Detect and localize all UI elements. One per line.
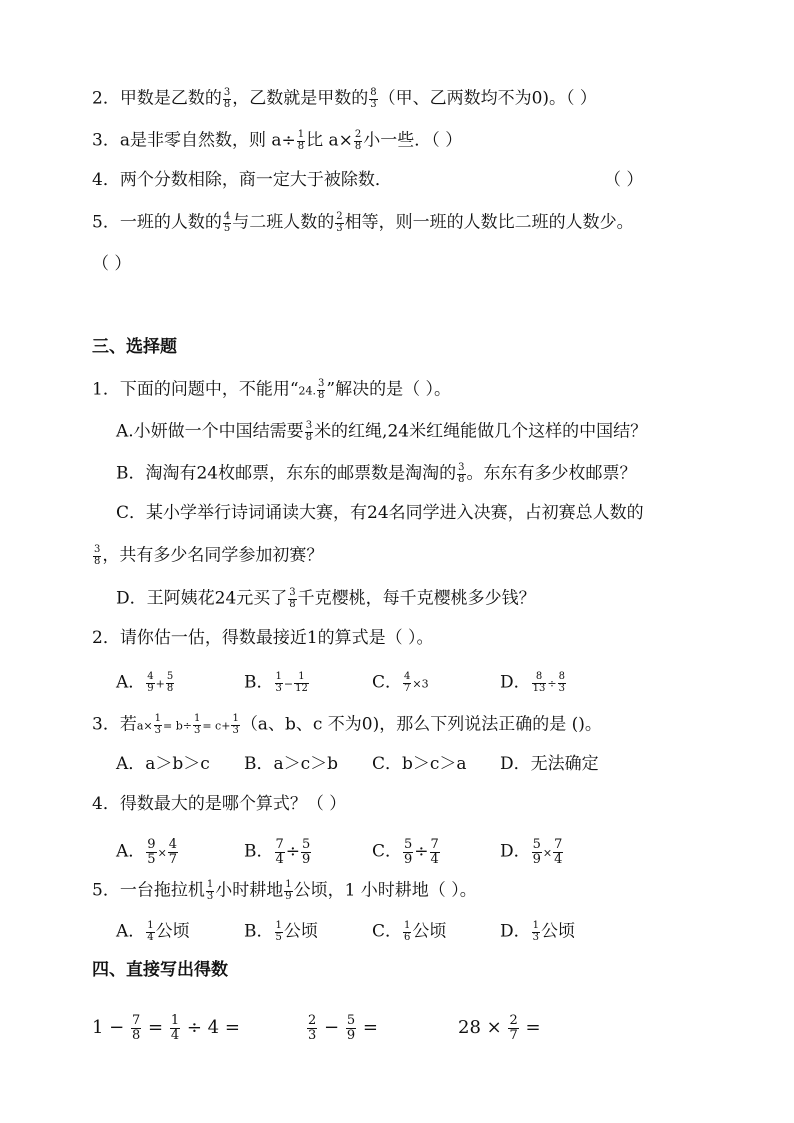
choice-q5-option-d[interactable]: D． $\frac{1}{3}$ 公顷 <box>500 920 576 943</box>
fraction: $\frac{2}{3}$ <box>336 211 343 234</box>
choice-q2-option-b[interactable]: B． $\frac{1}{3}$ − $\frac{1}{12}$ <box>244 671 308 694</box>
choice-q1-stem: 1．下面的问题中，不能用“24. $\frac{3}{8}$ ”解决的是（ ）。 <box>92 378 451 401</box>
choice-q1-option-c-cont: $\frac{3}{8}$ ，共有多少名同学参加初赛？ <box>94 544 324 567</box>
judge-q2: 2．甲数是乙数的 $\frac{3}{8}$ ，乙数就是甲数的 $\frac{8}{3}$ （甲、乙两数均不为0)。（ ） <box>92 87 597 110</box>
section-heading-direct-answers: 四、直接写出得数 <box>92 960 228 980</box>
fraction: $\frac{4}{5}$ <box>223 211 231 234</box>
fraction: $\frac{8}{3}$ <box>370 87 377 110</box>
choice-q2-stem: 2．请你估一估，得数最接近1的算式是（ ）。 <box>92 628 434 648</box>
judge-q5: 5．一班的人数的 $\frac{4}{5}$ 与二班人数的 $\frac{2}{3}$ 相等，则一班的人数比二班的人数少。 <box>92 211 634 234</box>
calc-expression-2: $\frac{2}{3}$ − $\frac{5}{9}$ = <box>308 1013 378 1043</box>
choice-q3-option-d[interactable]: D．无法确定 <box>500 754 599 774</box>
fraction: $\frac{1}{8}$ <box>297 129 305 152</box>
choice-q2-option-d[interactable]: D． $\frac{8}{13}$ ÷ $\frac{8}{3}$ <box>500 671 565 694</box>
choice-q4-stem: 4．得数最大的是哪个算式？（ ） <box>92 794 347 814</box>
section-heading-choice: 三、选择题 <box>92 337 177 357</box>
judge-q3: 3．a是非零自然数，则 a÷ $\frac{1}{8}$ 比 a× $\frac{2}{8}$ 小一些．（ ） <box>92 129 463 152</box>
choice-q4-option-b[interactable]: B． $\frac{7}{4}$ ÷ $\frac{5}{9}$ <box>244 837 311 867</box>
choice-q5-option-b[interactable]: B． $\frac{1}{5}$ 公顷 <box>244 920 318 943</box>
choice-q2-option-c[interactable]: C． $\frac{4}{7}$ ×3 <box>372 671 429 694</box>
calc-expression-3: 28 × $\frac{2}{7}$ = <box>458 1013 541 1043</box>
choice-q5-option-c[interactable]: C． $\frac{1}{6}$ 公顷 <box>372 920 447 943</box>
choice-q3-option-a[interactable]: A．a＞b＞c <box>116 754 210 774</box>
calc-expression-1: 1 − $\frac{7}{8}$ = $\frac{1}{4}$ ÷ 4 = <box>92 1013 240 1043</box>
choice-q4-option-c[interactable]: C． $\frac{5}{9}$ ÷ $\frac{7}{4}$ <box>372 837 439 867</box>
choice-q1-option-c[interactable]: C．某小学举行诗词诵读大赛，有24名同学进入决赛，占初赛总人数的 <box>116 503 644 523</box>
fraction: $\frac{3}{8}$ <box>318 378 325 401</box>
choice-q1-option-a[interactable]: A.小妍做一个中国结需要 $\frac{3}{8}$ 米的红绳,24米红绳能做几个这样的中国结？ <box>116 420 648 443</box>
fraction: $\frac{2}{8}$ <box>354 129 362 152</box>
choice-q3-option-c[interactable]: C．b＞c＞a <box>372 754 467 774</box>
choice-q1-option-b[interactable]: B．淘淘有24枚邮票，东东的邮票数是淘淘的 $\frac{3}{8}$ 。东东有多少枚邮票？ <box>116 462 637 485</box>
judge-q4-answer-bracket[interactable]: （ ） <box>604 170 644 190</box>
choice-q5-option-a[interactable]: A． $\frac{1}{4}$ 公顷 <box>116 920 190 943</box>
choice-q2-option-a[interactable]: A． $\frac{4}{9}$ + $\frac{5}{8}$ <box>116 671 174 694</box>
fraction: $\frac{3}{8}$ <box>223 87 231 110</box>
choice-q5-stem: 5．一台拖拉机 $\frac{1}{3}$ 小时耕地 $\frac{1}{9}$ 公顷，1 小时耕地（ ）。 <box>92 879 477 902</box>
choice-q3-option-b[interactable]: B．a＞c＞b <box>244 754 339 774</box>
judge-q5-answer-bracket[interactable]: （ ） <box>92 254 132 274</box>
choice-q4-option-a[interactable]: A． $\frac{9}{5}$ × $\frac{4}{7}$ <box>116 837 178 867</box>
choice-q4-option-d[interactable]: D． $\frac{5}{9}$ × $\frac{7}{4}$ <box>500 837 563 867</box>
judge-q4: 4．两个分数相除，商一定大于被除数． <box>92 170 392 190</box>
choice-q3-stem: 3．若a× $\frac{1}{3}$ = b÷ $\frac{1}{3}$ = c+ $\frac{1}{3}$ （a、b、c 不为0)，那么下列说法正确的是 ()。 <box>92 713 602 736</box>
choice-q1-option-d[interactable]: D．王阿姨花24元买了 $\frac{3}{8}$ 千克樱桃，每千克樱桃多少钱？ <box>116 587 536 610</box>
